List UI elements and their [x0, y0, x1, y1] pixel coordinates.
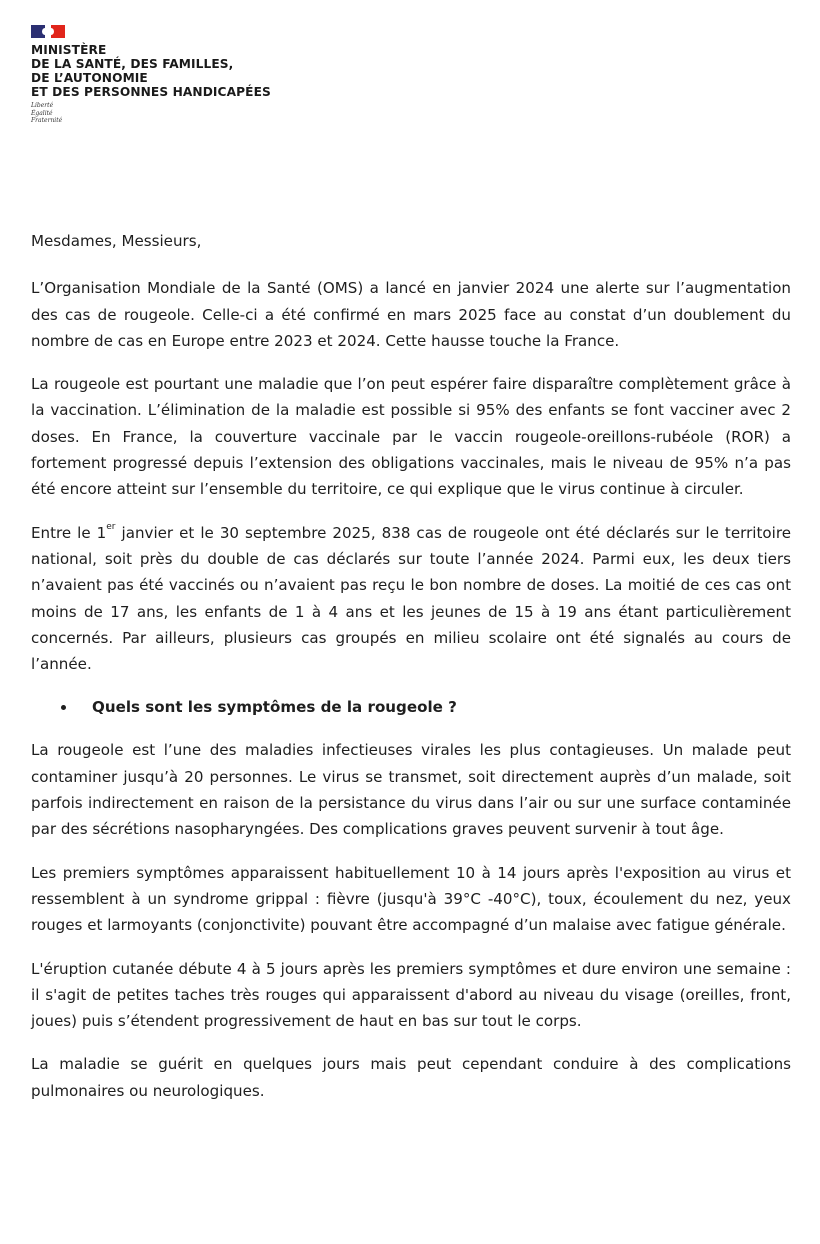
ministry-line: DE LA SANTÉ, DES FAMILLES,	[31, 57, 234, 71]
bullet-icon	[61, 705, 66, 710]
paragraph-rest: janvier et le 30 septembre 2025, 838 cas de rougeole ont été déclarés sur le territoire national, soit près du double de cas déclarés sur toute l’année 2024. Parmi eux, les deux tiers n’avaient pas été vaccinés ou n’avaient pas reçu le bon nombre de doses. La moitié de ces cas ont moins de 17 ans, les enfants de 1 à 4 ans et les jeunes de 15 à 19 ans étant particulièrement concernés. Par ailleurs, plusieurs cas groupés en milieu scolaire ont été signalés au cours de l’année.	[31, 523, 791, 674]
republic-motto	[31, 102, 271, 125]
ordinal-suffix: er	[106, 521, 116, 532]
french-republic-flag-icon	[31, 23, 271, 39]
section-heading-text: Quels sont les symptômes de la rougeole ?	[92, 698, 457, 717]
paragraph-vaccination: La rougeole est pourtant une maladie que l’on peut espérer faire disparaître complètement grâce à la vaccination. L’élimination de la maladie est possible si 95% des enfants se font vacciner avec 2 doses. En France, la couverture vaccinale par le vaccin rougeole-oreillons-rubéole (ROR) a fortement progressé depuis l’extension des obligations vaccinales, mais le niveau de 95% n’a pas été encore atteint sur l’ensemble du territoire, ce qui explique que le virus continue à circuler.	[31, 375, 791, 499]
paragraph-case-statistics	[31, 520, 791, 678]
section-heading-symptoms	[31, 694, 791, 720]
salutation: Mesdames, Messieurs,	[31, 232, 202, 250]
paragraph-prefix: Entre le 1	[31, 523, 107, 542]
flag-blue-part	[31, 25, 45, 38]
letter-body	[31, 228, 791, 1121]
motto-line: Égalité	[31, 109, 53, 117]
ministry-line: ET DES PERSONNES HANDICAPÉES	[31, 85, 271, 99]
motto-line: Fraternité	[31, 117, 63, 124]
ministry-letterhead	[31, 23, 271, 125]
paragraph-who-alert: L’Organisation Mondiale de la Santé (OMS) a lancé en janvier 2024 une alerte sur l’augmentation des cas de rougeole. Celle-ci a été confirmé en mars 2025 face au constat d’un doublement du nombre de cas en Europe entre 2023 et 2024. Cette hausse touche la France.	[31, 279, 791, 350]
paragraph-rash: L'éruption cutanée débute 4 à 5 jours après les premiers symptômes et dure environ une semaine : il s'agit de petites taches très rouges qui apparaissent d'abord au niveau du visage (oreilles, front, joues) puis s’étendent progressivement de haut en bas sur tout le corps.	[31, 959, 791, 1031]
ministry-line: DE L’AUTONOMIE	[31, 71, 148, 85]
flag-red-part	[51, 25, 65, 38]
ministry-name	[31, 43, 271, 99]
paragraph-complications: La maladie se guérit en quelques jours mais peut cependant conduire à des complications pulmonaires ou neurologiques.	[31, 1055, 791, 1100]
paragraph-first-symptoms: Les premiers symptômes apparaissent habituellement 10 à 14 jours après l'exposition au virus et ressemblent à un syndrome grippal : fièvre (jusqu'à 39°C -40°C), toux, écoulement du nez, yeux rouges et larmoyants (conjonctivite) pouvant être accompagné d’un malaise avec fatigue générale.	[31, 863, 791, 935]
ministry-line: MINISTÈRE	[31, 43, 107, 57]
paragraph-contagion: La rougeole est l’une des maladies infectieuses virales les plus contagieuses. Un malade peut contaminer jusqu’à 20 personnes. Le virus se transmet, soit directement auprès d’un malade, soit parfois indirectement en raison de la persistance du virus dans l’air ou sur une surface contaminée par des sécrétions nasopharyngées. Des complications graves peuvent survenir à tout âge.	[31, 741, 791, 839]
motto-line: Liberté	[31, 102, 54, 109]
